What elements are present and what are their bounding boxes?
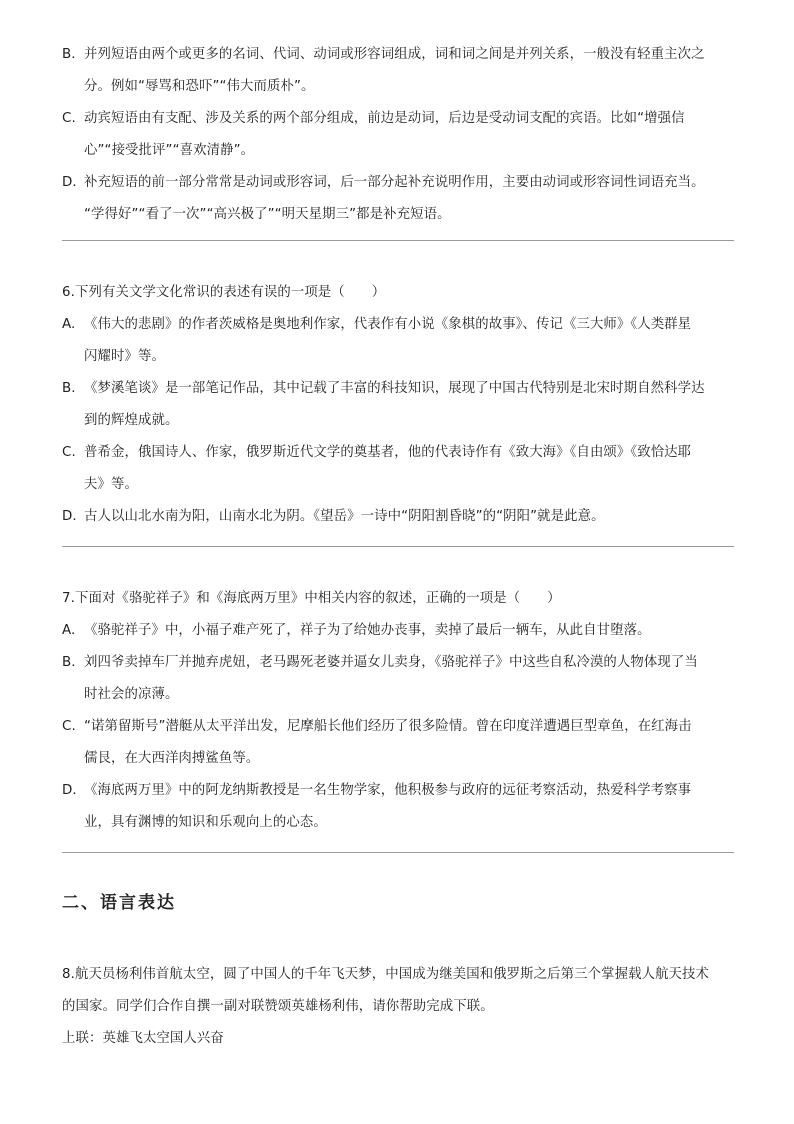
- q5-option-c: [62, 110, 685, 128]
- q5-option-d: [62, 174, 705, 192]
- option-label: A.: [62, 623, 76, 638]
- option-text: 刘四爷卖掉车厂并抛弃虎妞，老马踢死老婆并逼女儿卖身，《骆驼祥子》中这些自私冷漠的人物体现了当: [84, 655, 698, 670]
- divider: [62, 852, 734, 853]
- q5-option-b: [62, 46, 705, 64]
- q6-option-b-cont: 到的辉煌成就。: [84, 413, 179, 428]
- option-text: 补充短语的前一部分常常是动词或形容词，后一部分起补充说明作用，主要由动词或形容词性词语充当。: [84, 175, 705, 190]
- option-text: 《伟大的悲剧》的作者茨威格是奥地利作家，代表作有小说《象棋的故事》、传记《三大师》《人类群星: [84, 317, 692, 332]
- option-label: B.: [62, 655, 76, 670]
- option-text: 《骆驼祥子》中，小福子难产死了，祥子为了给她办丧事，卖掉了最后一辆车，从此自甘堕落。: [84, 623, 651, 638]
- option-text: 动宾短语由有支配、涉及关系的两个部分组成，前边是动词，后边是受动词支配的宾语。比如“增强信: [84, 111, 685, 126]
- option-label: B.: [62, 47, 76, 62]
- q7-option-c-cont: 儒艮，在大西洋肉搏鲨鱼等。: [84, 751, 260, 766]
- divider: [62, 240, 734, 241]
- q6-option-c-cont: 夫》等。: [84, 477, 138, 492]
- option-label: C.: [62, 445, 76, 460]
- option-text: 《梦溪笔谈》是一部笔记作品，其中记载了丰富的科技知识，展现了中国古代特别是北宋时期自然科学达: [84, 381, 705, 396]
- q7-stem: 7.下面对《骆驼祥子》和《海底两万里》中相关内容的叙述，正确的一项是（ ）: [62, 591, 561, 606]
- q5-option-c-cont: 心”“接受批评”“喜欢清静”。: [84, 143, 255, 158]
- q6-stem: 6.下列有关文学文化常识的表述有误的一项是（ ）: [62, 285, 386, 300]
- option-label: C.: [62, 111, 76, 126]
- q8-stem: 8.航天员杨利伟首航太空，圆了中国人的千年飞天梦，中国成为继美国和俄罗斯之后第三个掌握载人航天技术: [62, 967, 710, 982]
- q6-option-a-cont: 闪耀时》等。: [84, 349, 165, 364]
- option-text: 并列短语由两个或更多的名词、代词、动词或形容词组成，词和词之间是并列关系，一般没有轻重主次之: [84, 47, 705, 62]
- q7-option-c: [62, 718, 692, 736]
- option-text: 普希金，俄国诗人、作家，俄罗斯近代文学的奠基者，他的代表诗作有《致大海》《自由颂》《致恰达耶: [84, 445, 692, 460]
- q7-option-b: [62, 654, 698, 672]
- q7-option-b-cont: 时社会的凉薄。: [84, 687, 179, 702]
- option-text: 《海底两万里》中的阿龙纳斯教授是一名生物学家，他积极参与政府的远征考察活动，热爱科学考察事: [84, 783, 692, 798]
- q6-option-d: [62, 508, 605, 526]
- option-text: 古人以山北水南为阳，山南水北为阴。《望岳》一诗中“阴阳割昏晓”的“阴阳”就是此意。: [84, 509, 605, 524]
- q7-option-a: [62, 622, 651, 640]
- option-text: “诺第留斯号”潜艇从太平洋出发，尼摩船长他们经历了很多险情。曾在印度洋遭遇巨型章鱼，在红海击: [84, 719, 692, 734]
- q5-option-b-cont: 分。例如“辱骂和恐吓”“伟大而质朴”。: [84, 79, 315, 94]
- q6-option-b: [62, 380, 705, 398]
- option-label: D.: [62, 175, 77, 190]
- option-label: D.: [62, 509, 77, 524]
- divider: [62, 546, 734, 547]
- section-heading: 二、语言表达: [62, 893, 176, 913]
- option-label: A.: [62, 317, 76, 332]
- q6-option-c: [62, 444, 691, 462]
- q8-stem-cont: 的国家。同学们合作自撰一副对联赞颂英雄杨利伟，请你帮助完成下联。: [62, 999, 494, 1014]
- option-label: D.: [62, 783, 77, 798]
- option-label: B.: [62, 381, 76, 396]
- q5-option-d-cont: “学得好”“看了一次”“高兴极了”“明天星期三”都是补充短语。: [84, 207, 451, 222]
- q7-option-d-cont: 业，具有渊博的知识和乐观向上的心态。: [84, 815, 327, 830]
- q6-option-a: [62, 316, 691, 334]
- q7-option-d: [62, 782, 691, 800]
- q8-upper-couplet: 上联：英雄飞太空国人兴奋: [62, 1031, 224, 1046]
- option-label: C.: [62, 719, 76, 734]
